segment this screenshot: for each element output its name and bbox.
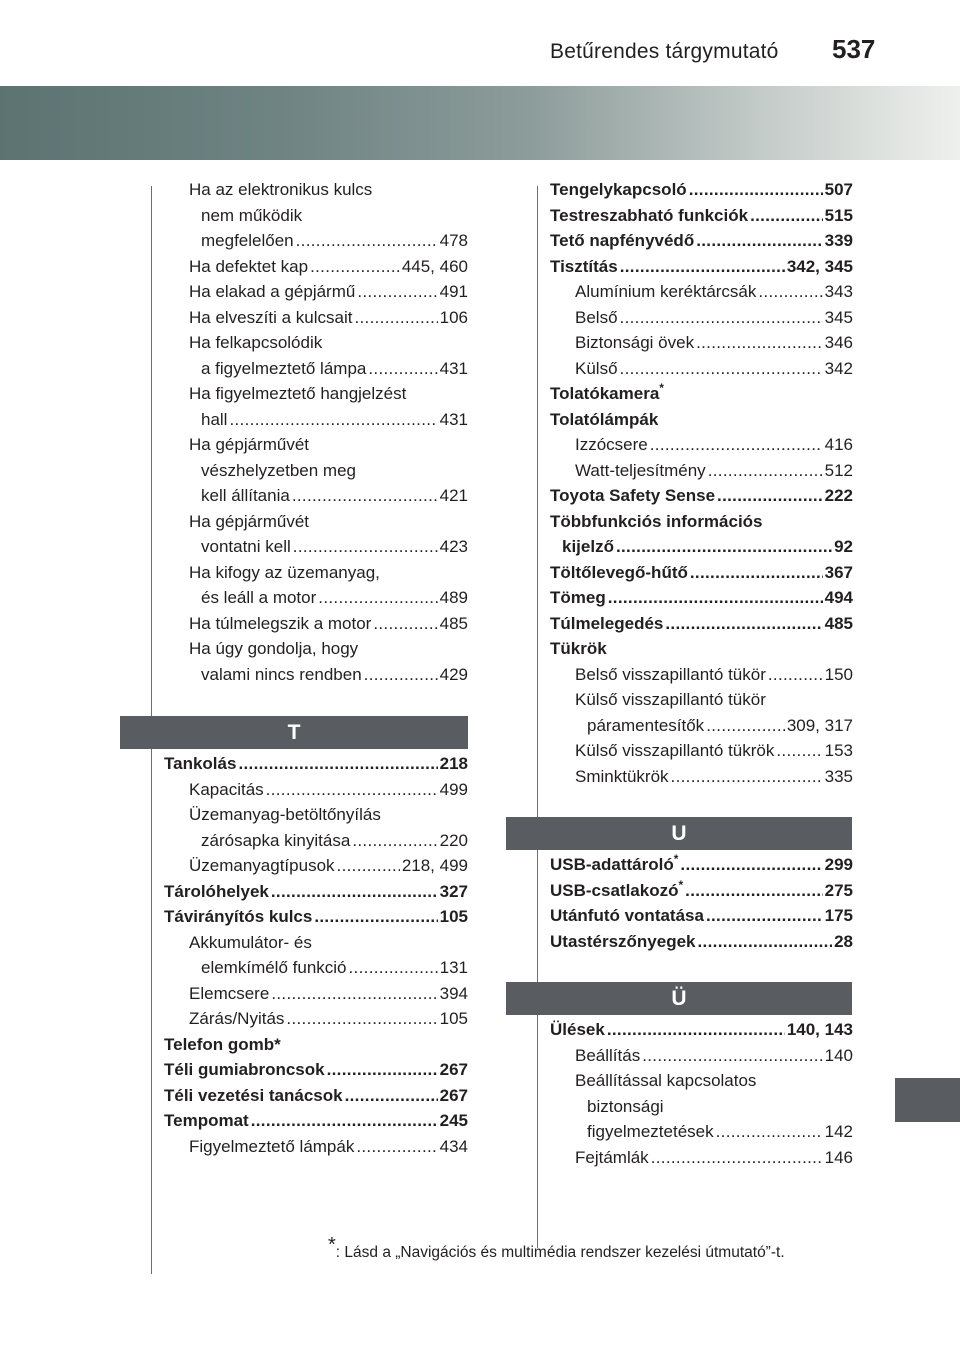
index-entry: USB-csatlakozó* . . . 275 — [550, 878, 853, 904]
index-entry: Fejtámlák . . . 146 — [550, 1145, 853, 1171]
index-entry: Tető napfényvédő . . . 339 — [550, 228, 853, 254]
index-entry: Távirányítós kulcs . . . 105 — [164, 904, 468, 930]
left-column — [164, 177, 468, 687]
index-entry: elemkímélő funkció . . . 131 — [164, 955, 468, 981]
index-entry: vontatni kell . . . 423 — [164, 534, 468, 560]
index-entry: Utánfutó vontatása . . . 175 — [550, 903, 853, 929]
index-entry: Watt-teljesítmény . . . 512 — [550, 458, 853, 484]
index-entry: Tolatólámpák — [550, 409, 659, 429]
index-entry: Akkumulátor- és — [189, 932, 312, 952]
index-entry: Tisztítás . . . 342, 345 — [550, 254, 853, 280]
index-entry: Tömeg . . . 494 — [550, 585, 853, 611]
index-entry: Ha kifogy az üzemanyag, — [189, 562, 380, 582]
index-entry: zárósapka kinyitása . . . 220 — [164, 828, 468, 854]
index-entry: Izzócsere . . . 416 — [550, 432, 853, 458]
index-entry: Tankolás . . . 218 — [164, 751, 468, 777]
index-entry: páramentesítők . . . 309, 317 — [550, 713, 853, 739]
footnote-asterisk: * — [673, 852, 679, 866]
index-entry: Ha defektet kap . . . 445, 460 — [164, 254, 468, 280]
left-column-t-entries — [164, 751, 468, 1159]
index-entry: Utastérszőnyegek . . . 28 — [550, 929, 853, 955]
index-entry: a figyelmeztető lámpa . . . 431 — [164, 356, 468, 382]
index-entry: Sminktükrök . . . 335 — [550, 764, 853, 790]
index-entry: Figyelmeztető lámpák . . . 434 — [164, 1134, 468, 1160]
index-entry: Ha gépjárművét — [189, 511, 310, 531]
index-entry: Ha figyelmeztető hangjelzést — [189, 384, 407, 403]
index-entry: Tempomat . . . 245 — [164, 1108, 468, 1134]
index-entry: Ha túlmelegszik a motor . . . 485 — [164, 611, 468, 637]
index-entry: vészhelyzetben meg — [201, 460, 356, 480]
index-entry: hall . . . 431 — [164, 407, 468, 433]
footnote-text: : Lásd a „Navigációs és multimédia rendszer kezelési útmutató”-t. — [335, 1244, 785, 1261]
index-entry: kell állítania . . . 421 — [164, 483, 468, 509]
index-entry: Ha az elektronikus kulcs — [189, 180, 373, 199]
index-entry: Külső visszapillantó tükör — [575, 690, 766, 709]
index-entry: Többfunkciós információs — [550, 511, 763, 531]
index-entry: Külső visszapillantó tükrök . . . 153 — [550, 738, 853, 764]
index-entry: Ha gépjárművét — [189, 435, 310, 454]
index-entry: Kapacitás . . . 499 — [164, 777, 468, 803]
right-column-uu-entries — [550, 1017, 853, 1170]
index-entry: Ha elveszíti a kulcsait . . . 106 — [164, 305, 468, 331]
index-entry: figyelmeztetések . . . 142 — [550, 1119, 853, 1145]
index-entry: biztonsági — [587, 1096, 664, 1116]
index-entry: Tükrök — [550, 639, 607, 658]
index-entry: Telefon gomb* — [164, 1034, 281, 1054]
index-entry: Töltőlevegő-hűtő . . . 367 — [550, 560, 853, 586]
index-entry: Elemcsere . . . 394 — [164, 981, 468, 1007]
index-entry: nem működik — [201, 205, 303, 225]
index-entry: Ha felkapcsolódik — [189, 333, 323, 352]
index-entry: Zárás/Nyitás . . . 105 — [164, 1006, 468, 1032]
index-entry: megfelelően . . . 478 — [164, 228, 468, 254]
index-entry: kijelző . . . 92 — [550, 534, 853, 560]
index-entry: Túlmelegedés . . . 485 — [550, 611, 853, 637]
index-entry: Tengelykapcsoló . . . 507 — [550, 177, 853, 203]
section-letter-u: U — [506, 817, 852, 850]
index-entry: Ülések . . . 140, 143 — [550, 1017, 853, 1043]
index-entry: Tárolóhelyek . . . 327 — [164, 879, 468, 905]
index-entry: Alumínium keréktárcsák . . . 343 — [550, 279, 853, 305]
column-divider-center — [537, 186, 538, 1248]
index-entry: Testreszabható funkciók . . . 515 — [550, 203, 853, 229]
right-column — [550, 177, 853, 789]
index-entry: Ha úgy gondolja, hogy — [189, 639, 359, 658]
right-column-u-entries — [550, 852, 853, 954]
index-entry: Beállítással kapcsolatos — [575, 1071, 757, 1090]
index-entry: Üzemanyagtípusok . . . 218, 499 — [164, 853, 468, 879]
index-entry: Ha elakad a gépjármű . . . 491 — [164, 279, 468, 305]
footnote-asterisk: * — [328, 1234, 336, 1256]
index-entry: valami nincs rendben . . . 429 — [164, 662, 468, 688]
index-entry: Külső . . . 342 — [550, 356, 853, 382]
index-entry: Belső visszapillantó tükör . . . 150 — [550, 662, 853, 688]
index-entry: Tolatókamera* — [550, 381, 664, 403]
index-entry: Téli gumiabroncsok . . . 267 — [164, 1057, 468, 1083]
index-entry: Belső . . . 345 — [550, 305, 853, 331]
index-entry: Üzemanyag-betöltőnyílás — [189, 805, 381, 824]
index-entry: USB-adattároló* . . . 299 — [550, 852, 853, 878]
section-letter-t: T — [120, 716, 468, 749]
header-bar — [0, 86, 960, 160]
index-entry: és leáll a motor . . . 489 — [164, 585, 468, 611]
index-entry: Beállítás . . . 140 — [550, 1043, 853, 1069]
section-letter-uu: Ü — [506, 982, 852, 1015]
page-number: 537 — [832, 34, 876, 64]
index-entry: Toyota Safety Sense . . . 222 — [550, 483, 853, 509]
footnote — [328, 1234, 785, 1262]
chapter-thumb-tab — [895, 1078, 960, 1122]
header-title: Betűrendes tárgymutató — [550, 40, 779, 63]
index-entry: Téli vezetési tanácsok . . . 267 — [164, 1083, 468, 1109]
index-entry: Biztonsági övek . . . 346 — [550, 330, 853, 356]
footnote-asterisk: * — [659, 381, 664, 395]
footnote-asterisk: * — [678, 877, 684, 892]
